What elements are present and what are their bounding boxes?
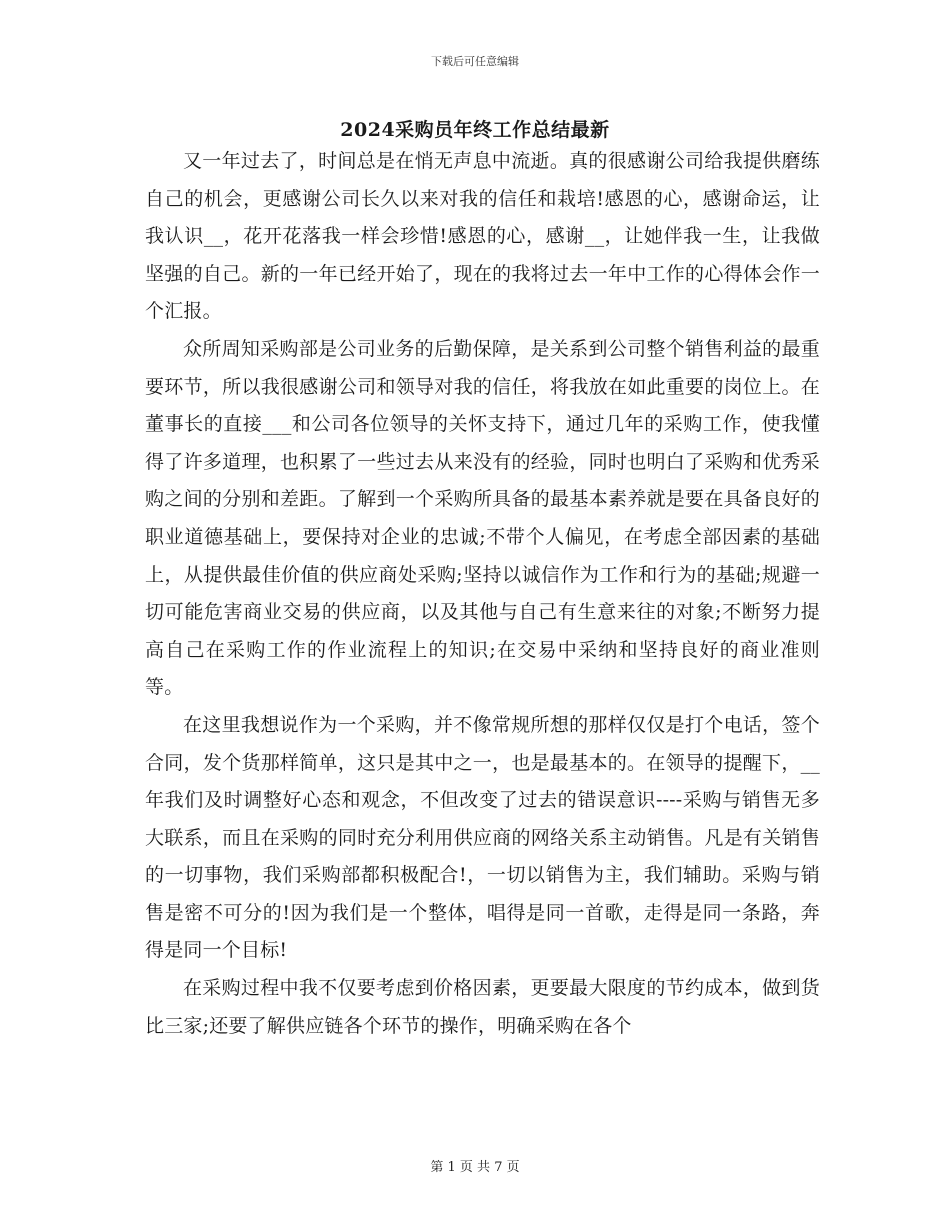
document-body: [145, 143, 820, 1045]
page-number: 第 1 页 共 7 页: [430, 1160, 520, 1175]
document-title: 2024采购员年终工作总结最新: [340, 119, 610, 141]
paragraph-1: 又一年过去了，时间总是在悄无声息中流逝。真的很感谢公司给我提供磨练自己的机会，更感谢公司长久以来对我的信任和栽培!感恩的心，感谢命运，让我认识__，花开花落我一样会珍惜!感恩的心，感谢__，让她伴我一生，让我做坚强的自己。新的一年已经开始了，现在的我将过去一年中工作的心得体会作一个汇报。: [145, 150, 820, 323]
paragraph-3: 在这里我想说作为一个采购，并不像常规所想的那样仅仅是打个电话，签个合同，发个货那样简单，这只是其中之一，也是最基本的。在领导的提醒下，__年我们及时调整好心态和观念，不但改变了过去的错误意识----采购与销售无多大联系，而且在采购的同时充分利用供应商的网络关系主动销售。凡是有关销售的一切事物，我们采购部都积极配合!，一切以销售为主，我们辅助。采购与销售是密不可分的!因为我们是一个整体，唱得是同一首歌，走得是同一条路，奔得是同一个目标!: [145, 713, 820, 962]
paragraph-4: 在采购过程中我不仅要考虑到价格因素，更要最大限度的节约成本，做到货比三家;还要了解供应链各个环节的操作，明确采购在各个: [145, 977, 820, 1037]
page-header-note: 下载后可任意编辑: [431, 55, 519, 68]
paragraph-2: 众所周知采购部是公司业务的后勤保障，是关系到公司整个销售利益的最重要环节，所以我很感谢公司和领导对我的信任，将我放在如此重要的岗位上。在董事长的直接___和公司各位领导的关怀支持下，通过几年的采购工作，使我懂得了许多道理，也积累了一些过去从来没有的经验，同时也明白了采购和优秀采购之间的分别和差距。了解到一个采购所具备的最基本素养就是要在具备良好的职业道德基础上，要保持对企业的忠诚;不带个人偏见，在考虑全部因素的基础上，从提供最佳价值的供应商处采购;坚持以诚信作为工作和行为的基础;规避一切可能危害商业交易的供应商，以及其他与自己有生意来往的对象;不断努力提高自己在采购工作的作业流程上的知识;在交易中采纳和坚持良好的商业准则等。: [145, 337, 820, 699]
